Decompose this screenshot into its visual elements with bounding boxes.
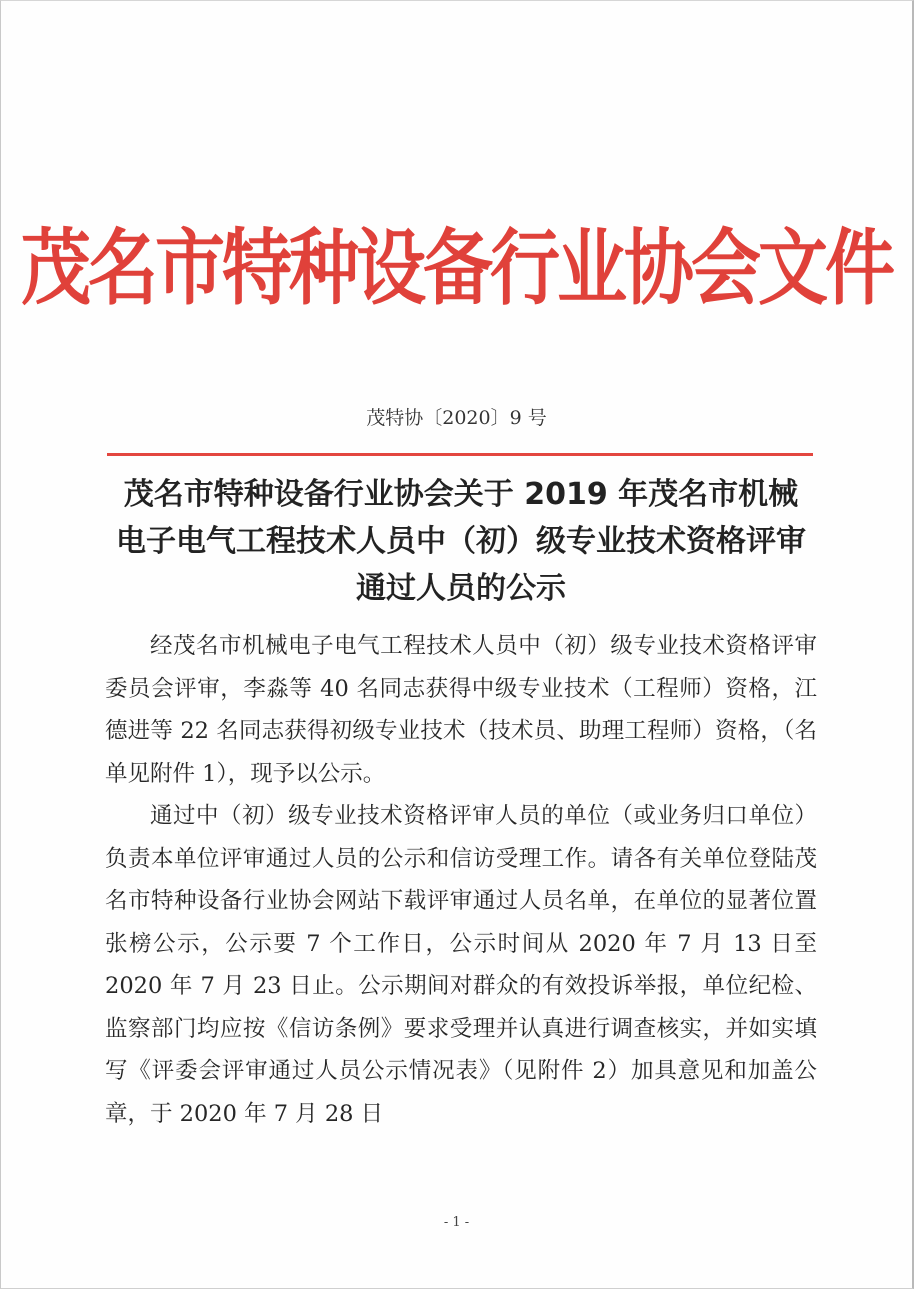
body-paragraph-2: 通过中（初）级专业技术资格评审人员的单位（或业务归口单位）负责本单位评审通过人员的公示和信访受理工作。请各有关单位登陆茂名市特种设备行业协会网站下载评审通过人员名单，在单位的显著位置张榜公示，公示要 7 个工作日，公示时间从 2020 年 7 月 13 日至 2020 年 7 月 23 日止。公示期间对群众的有效投诉举报，单位纪检、监察部门均应按《信访条例》要求受理并认真进行调查核实，并如实填写《评委会评审通过人员公示情况表》（见附件 2）加具意见和加盖公章，于 2020 年 7 月 28 日 — [105, 803, 817, 1127]
page-number: - 1 - — [443, 1215, 470, 1230]
red-separator-line — [107, 453, 813, 456]
notice-body — [105, 625, 817, 1135]
notice-title: 茂名市特种设备行业协会关于 2019 年茂名市机械电子电气工程技术人员中（初）级专业技术资格评审通过人员的公示 — [116, 477, 806, 606]
document-number: 茂特协〔2020〕9 号 — [366, 407, 547, 429]
body-paragraph-1: 经茂名市机械电子电气工程技术人员中（初）级专业技术资格评审委员会评审，李淼等 40 名同志获得中级专业技术（工程师）资格，江德进等 22 名同志获得初级专业技术（技术员、助理工程师）资格，（名单见附件 1），现予以公示。 — [105, 633, 817, 787]
issuer-header-title: 茂名市特种设备行业协会文件 — [21, 219, 892, 317]
